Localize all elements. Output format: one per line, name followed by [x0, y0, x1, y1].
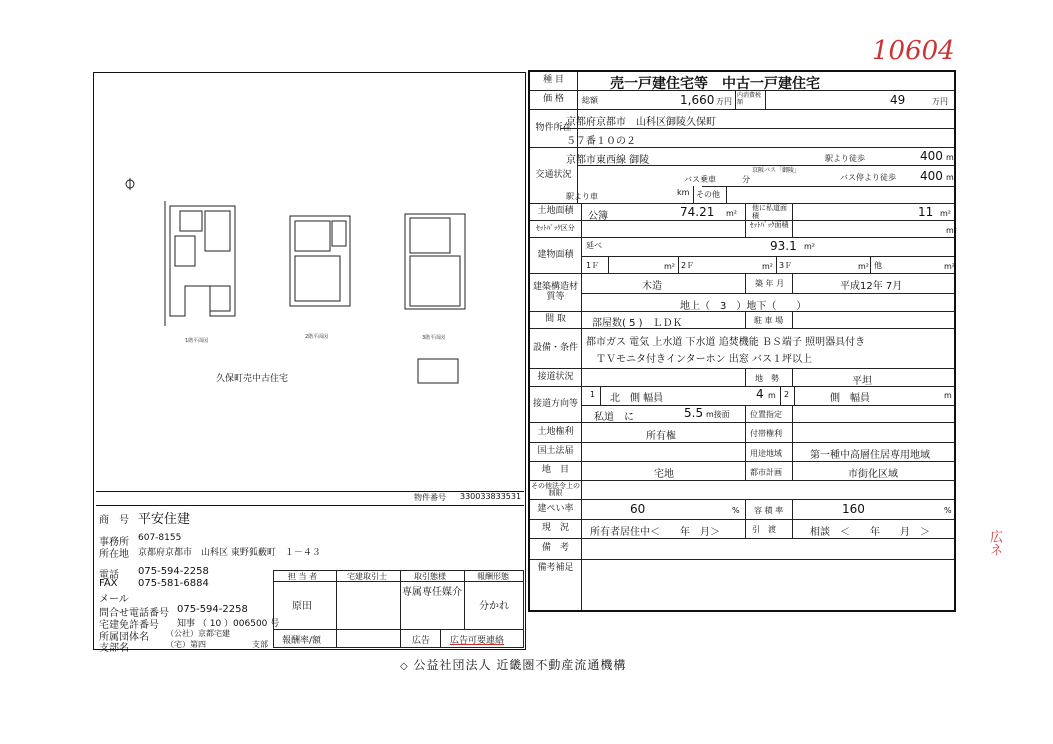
road1-no: 1 — [590, 390, 596, 399]
grid-line — [745, 405, 746, 422]
row-remarks — [530, 539, 954, 560]
structure-label: 建築構造材質等 — [530, 274, 582, 311]
location-label: 物件所在 — [530, 110, 578, 147]
road2-dir: 側 幅員 — [830, 393, 870, 404]
floor2-label: 2階平面図 — [305, 334, 329, 340]
f2-label: 2Ｆ — [681, 261, 695, 270]
fee-rate-label: 報酬率/額 — [282, 636, 322, 646]
setback-label: ｾｯﾄﾊﾞｯｸ区分 — [530, 221, 582, 237]
grid-line — [726, 186, 727, 203]
chimoku-value: 宅地 — [654, 469, 674, 480]
fee-type: 分かれ — [479, 601, 509, 612]
city-plan-value: 市街化区域 — [848, 469, 898, 480]
floors-value: 地上（ 3 ）地下（ ） — [680, 301, 807, 312]
road-contact: 5.5 — [684, 406, 704, 420]
grid-line — [745, 221, 746, 237]
layout-value: 部屋数( 5 ) ＬＤＫ — [592, 318, 683, 329]
grid-line — [792, 500, 793, 519]
row-building-area — [530, 238, 954, 274]
handwritten-code: 10604 — [872, 36, 955, 66]
remarks-label: 備 考 — [530, 539, 582, 559]
address-label: 所在地 — [99, 549, 129, 560]
use-zone-label: 用途地域 — [750, 449, 782, 458]
use-zone-value: 第一種中高層住居専用地域 — [810, 450, 930, 461]
car-label: 駅より車 — [566, 192, 598, 201]
road2-width-unit: m — [944, 391, 952, 400]
chimoku-label: 地 目 — [530, 462, 582, 480]
remarks-sup-label: 備考補足 — [530, 560, 582, 610]
private-road-label: 他に私道面積 — [752, 204, 787, 220]
tel-value: 075-594-2258 — [138, 566, 209, 577]
other-limits-label: その他法令上の制限 — [531, 481, 580, 497]
road-dir-label: 接道方向等 — [530, 387, 582, 422]
land-area-unit: m² — [726, 209, 737, 218]
bus-stop-walk-label: バス停より徒歩 — [840, 173, 896, 182]
row-access — [530, 369, 954, 387]
grid-line — [745, 443, 746, 461]
grid-line — [792, 462, 793, 480]
other-floor-label: 他 — [874, 261, 882, 270]
row-city-plan — [530, 462, 954, 481]
assoc-value: （公社）京都宅建 — [166, 629, 230, 638]
structure-value: 木造 — [642, 281, 662, 292]
license-label: 宅建免許番号 — [99, 620, 159, 631]
f3-label: 3Ｆ — [779, 261, 793, 270]
property-sheet — [528, 70, 956, 612]
transaction-mode: 専属専任媒介 — [402, 587, 462, 598]
grid-line — [870, 256, 871, 273]
ad-value: 広告可要連絡 — [450, 636, 505, 646]
setback-area-unit: m² — [946, 226, 957, 235]
f1-unit: m² — [664, 262, 675, 271]
land-right-label: 土地権利 — [530, 423, 582, 442]
grid-line — [560, 128, 954, 129]
location-line2: ５７番１０の２ — [566, 136, 636, 147]
equipment-label: 設備・条件 — [530, 329, 582, 368]
bus-stop-walk-unit: m — [946, 173, 954, 182]
bus-stop-walk: 400 — [920, 169, 943, 183]
layout-label: 間 取 — [530, 312, 582, 328]
inquiry-label: 問合せ電話番号 — [99, 608, 169, 619]
tax-value: 49 — [890, 93, 906, 107]
row-structure — [530, 274, 954, 312]
grid-line — [745, 520, 746, 538]
grid-line — [792, 274, 793, 293]
grid-line — [745, 204, 746, 220]
grid-line — [582, 405, 954, 406]
row-price — [530, 91, 954, 110]
trade-name: 平安住建 — [138, 512, 191, 527]
other-label: その他 — [696, 190, 720, 199]
status-label: 現 況 — [530, 520, 582, 538]
parking-label: 駐 車 場 — [754, 316, 784, 325]
grid-line — [693, 186, 694, 203]
train-line: 京都市東西線 御陵 — [566, 155, 650, 166]
row-traffic — [530, 148, 954, 204]
price-label: 価 格 — [530, 91, 578, 109]
row-land-right — [530, 423, 954, 443]
grid-line — [776, 256, 777, 273]
footer-org — [400, 656, 626, 673]
inquiry-tel: 075-594-2258 — [177, 604, 248, 615]
land-kind: 公簿 — [588, 211, 608, 222]
grid-line — [745, 369, 746, 386]
setback-area-label: ｾｯﾄﾊﾞｯｸ面積 — [750, 221, 789, 229]
grid-line — [780, 387, 781, 405]
road1-dir: 北 側 幅員 — [610, 393, 664, 404]
floorplan-drawing — [110, 176, 490, 396]
nla-label: 国土法届 — [530, 443, 582, 461]
grid-line — [582, 293, 954, 294]
km-unit: km — [677, 188, 690, 197]
price-unit: 万円 — [716, 97, 732, 106]
branch-label: 支部名 — [99, 643, 129, 654]
land-right-value: 所有権 — [646, 431, 676, 442]
listing-number: 330033833531 — [460, 492, 522, 501]
type-value: 売一戸建住宅等 中古一戸建住宅 — [610, 76, 820, 92]
office-postal: 607-8155 — [138, 533, 182, 543]
grid-line — [735, 91, 736, 109]
terrain-value: 平坦 — [852, 376, 872, 387]
floor3-label: 3階平面図 — [422, 335, 446, 341]
row-status — [530, 520, 954, 539]
private-road: 11 — [918, 205, 934, 219]
agent-h4: 報酬形態 — [477, 572, 509, 581]
trade-label: 商 号 — [99, 515, 129, 526]
road-private: 私道 に — [594, 412, 634, 423]
total-floor-label: 延べ — [586, 241, 602, 250]
road1-width: 4 — [756, 387, 764, 401]
grid-line — [745, 312, 746, 328]
agent-box — [273, 570, 524, 648]
station-walk: 400 — [920, 149, 943, 163]
agent-h2: 宅建取引士 — [347, 572, 387, 581]
traffic-label: 交通状況 — [530, 148, 578, 203]
company-address: 京都府京都市 山科区 東野狐藪町 １－４３ — [138, 548, 321, 558]
f3-unit: m² — [858, 262, 869, 271]
tax-unit: 万円 — [932, 97, 948, 106]
far-value: 160 — [842, 502, 865, 516]
bcr-unit: % — [732, 506, 740, 515]
f2-unit: m² — [762, 262, 773, 271]
row-remarks-sup — [530, 560, 954, 610]
land-area-label: 土地面積 — [530, 204, 582, 220]
delivery-label: 引 渡 — [752, 525, 776, 534]
built-label: 築 年 月 — [755, 279, 785, 288]
listing-number-bar — [96, 491, 524, 506]
price-sub: 総額 — [582, 96, 598, 105]
assoc-label: 所属団体名 — [99, 632, 149, 643]
grid-line — [792, 204, 793, 220]
building-area-label: 建物面積 — [530, 238, 582, 273]
grid-line — [792, 423, 793, 442]
bus-ride-label: バス乗車 — [684, 175, 716, 184]
road2-no: 2 — [784, 390, 790, 399]
floorplan-caption: 久保町売中古住宅 — [216, 374, 289, 384]
row-equipment — [530, 329, 954, 369]
row-type — [530, 72, 954, 91]
fax-value: 075-581-6884 — [138, 578, 209, 589]
grid-line — [794, 387, 795, 405]
license-value: 知事 （ 10 ）006500 号 — [177, 619, 280, 629]
grid-line — [792, 520, 793, 538]
mail-label: メール — [99, 594, 129, 605]
row-road — [530, 387, 954, 423]
status-value: 所有者居住中＜ 年 月＞ — [590, 527, 720, 538]
branch-suffix: 支部 — [252, 640, 268, 649]
tel-label: 電話 — [99, 570, 119, 581]
tax-label: 内消費税額 — [737, 92, 762, 106]
row-setback — [530, 221, 957, 238]
grid-line — [608, 256, 609, 273]
bcr-label: 建ぺい率 — [530, 500, 582, 519]
grid-line — [792, 405, 793, 422]
grid-line — [702, 186, 954, 187]
branch-value: （宅）第四 — [166, 640, 206, 649]
terrain-label: 地 勢 — [755, 374, 779, 383]
grid-line — [792, 443, 793, 461]
other-floor-unit: m² — [944, 262, 955, 271]
org-logo-icon: ◇ — [400, 661, 409, 672]
position-label: 位置指定 — [750, 410, 782, 419]
row-other-limits — [530, 481, 954, 500]
station-walk-label: 駅より徒歩 — [825, 154, 865, 163]
delivery-value: 相談 ＜ 年 月 ＞ — [810, 527, 930, 538]
f1-label: 1Ｆ — [586, 261, 600, 270]
land-area: 74.21 — [680, 205, 715, 219]
far-unit: % — [944, 506, 952, 515]
total-floor-unit: m² — [804, 242, 815, 251]
type-label: 種 目 — [530, 72, 578, 90]
row-location — [530, 110, 954, 148]
fax-label: FAX — [99, 578, 118, 589]
row-land-area — [530, 204, 954, 221]
price-value: 1,660 — [680, 93, 715, 107]
footer-text: 公益社団法人 近畿圏不動産流通機構 — [413, 658, 627, 672]
row-use-zone — [530, 443, 954, 462]
floor1-label: 1階平面図 — [185, 338, 209, 344]
row-ratios — [530, 500, 954, 520]
agent-name: 原田 — [292, 601, 312, 612]
grid-line — [792, 369, 793, 386]
total-floor: 93.1 — [770, 239, 797, 253]
listing-number-label: 物件番号 — [414, 493, 446, 502]
bus-company: 京阪バス「御陵」 — [752, 167, 801, 174]
grid-line — [745, 462, 746, 480]
grid-line — [745, 423, 746, 442]
city-plan-label: 都市計画 — [750, 468, 782, 477]
agent-h3: 取引態様 — [414, 572, 446, 581]
office-label: 事務所 — [99, 537, 129, 548]
private-road-unit: m² — [940, 209, 951, 218]
equipment-line2: ＴＶモニタ付きインターホン 出窓 バス１坪以上 — [596, 354, 812, 365]
far-label: 容 積 率 — [754, 506, 784, 515]
grid-line — [600, 387, 601, 405]
grid-line — [792, 312, 793, 328]
ad-label: 広告 — [412, 636, 431, 646]
grid-line — [745, 274, 746, 293]
built-value: 平成12年 7月 — [840, 281, 903, 292]
road1-width-unit: m — [768, 391, 776, 400]
row-layout — [530, 312, 954, 329]
road-contact-unit: m接面 — [706, 410, 730, 419]
handwritten-side-note: 広ネ — [987, 530, 1002, 556]
location-line1: 京都府京都市 山科区御陵久保町 — [566, 117, 716, 128]
grid-line — [745, 500, 746, 519]
attached-right-label: 付帯権利 — [750, 429, 782, 438]
grid-line — [792, 221, 793, 237]
agent-h1: 担 当 者 — [288, 572, 318, 581]
grid-line — [678, 256, 679, 273]
access-status-label: 接道状況 — [530, 369, 582, 386]
grid-line — [765, 91, 766, 109]
grid-line — [582, 256, 954, 257]
bus-minutes-unit: 分 — [742, 175, 750, 184]
equipment-line1: 都市ガス 電気 上水道 下水道 追焚機能 ＢＳ端子 照明器具付き — [586, 337, 866, 348]
bcr-value: 60 — [630, 502, 646, 516]
station-walk-unit: m — [946, 153, 954, 162]
